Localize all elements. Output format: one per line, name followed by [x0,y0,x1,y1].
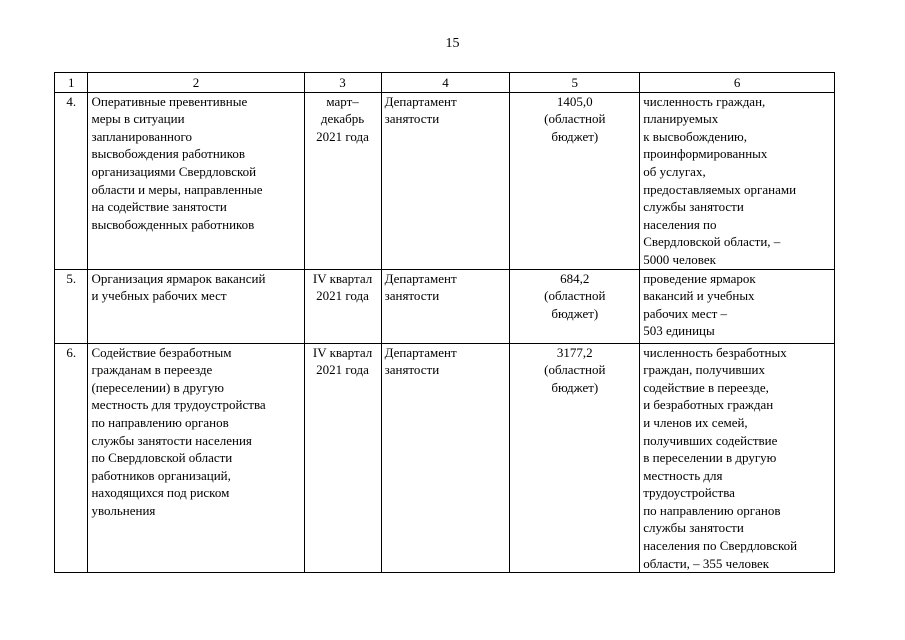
cell-line: организациями Свердловской [91,163,257,179]
row-number: 6. [55,343,88,573]
cell-line: к высвобождению, [643,128,748,144]
cell-line: области и меры, направленные [91,181,263,197]
cell-line: предоставляемых органами [643,181,797,197]
cell-line: Свердловской области, – [643,234,781,250]
column-header: 5 [510,73,640,93]
indicator-cell [640,269,835,343]
cell-line: меры в ситуации [91,111,185,127]
cell-line: граждан, получивших [643,362,766,378]
cell-line: декабрь [320,111,365,127]
cell-line: вакансий и учебных [643,288,755,304]
cell-line: получивших содействие [643,432,778,448]
column-header: 3 [304,73,381,93]
cell-line: об услугах, [643,163,706,179]
cell-line: содействие в переезде, [643,379,769,395]
executor-cell [381,343,510,573]
cell-line: находящихся под риском [91,485,230,501]
cell-line: 2021 года [316,362,369,378]
period-cell [304,92,381,269]
cell-line: области, – 355 человек [643,555,770,571]
cell-line: март– [326,93,359,109]
cell-line: Оперативные превентивные [91,93,248,109]
column-header: 4 [381,73,510,93]
indicator-cell [640,343,835,573]
cell-line: (областной [544,362,606,378]
table-row [55,343,835,573]
action-cell [88,343,304,573]
cell-line: высвобождения работников [91,146,246,162]
cell-line: по направлению органов [91,414,229,430]
cell-line: по Свердловской области [91,450,233,466]
page-number: 15 [445,36,460,51]
cell-line: бюджет) [551,128,599,144]
column-header: 6 [640,73,835,93]
column-header: 1 [55,73,88,93]
period-cell [304,269,381,343]
cell-line: 503 единицы [643,323,715,339]
cell-line: 2021 года [316,288,369,304]
funding-cell [510,92,640,269]
funding-cell [510,343,640,573]
header-row [55,73,835,93]
cell-line: Содействие безработным [91,344,232,360]
cell-line: проведение ярмарок [643,270,756,286]
cell-line: Департамент [384,344,457,360]
action-cell [88,269,304,343]
cell-line: IV квартал [312,270,373,286]
cell-line: работников организаций, [91,467,231,483]
cell-line: (областной [544,111,606,127]
cell-line: и безработных граждан [643,397,774,413]
cell-line: 1405,0 [556,93,593,109]
indicator-cell [640,92,835,269]
cell-line: местность для трудоустройства [91,397,266,413]
cell-line: 3177,2 [556,344,593,360]
cell-line: высвобожденных работников [91,216,255,232]
row-number: 5. [55,269,88,343]
cell-line: службы занятости населения [91,432,252,448]
table-row [55,269,835,343]
cell-line: численность граждан, [643,93,766,109]
funding-cell [510,269,640,343]
table-row [55,92,835,269]
cell-line: планируемых [643,111,719,127]
cell-line: 5000 человек [643,251,716,267]
cell-line: 2021 года [316,128,369,144]
cell-line: бюджет) [551,379,599,395]
cell-line: и учебных рабочих мест [91,288,227,304]
cell-line: Департамент [384,93,457,109]
cell-line: 684,2 [560,270,590,286]
cell-line: бюджет) [551,305,599,321]
cell-line: (областной [544,288,606,304]
cell-line: запланированного [91,128,192,144]
cell-line: рабочих мест – [643,305,728,321]
cell-line: и членов их семей, [643,414,748,430]
cell-line: увольнения [91,502,156,518]
cell-line: на содействие занятости [91,199,227,215]
cell-line: численность безработных [643,344,787,360]
cell-line: населения по [643,216,717,232]
measures-table [54,72,835,573]
cell-line: в переселении в другую [643,450,777,466]
cell-line: проинформированных [643,146,768,162]
cell-line: занятости [384,362,440,378]
cell-line: гражданам в переезде [91,362,213,378]
action-cell [88,92,304,269]
cell-line: Организация ярмарок вакансий [91,270,266,286]
cell-line: трудоустройства [643,485,735,501]
cell-line: занятости [384,288,440,304]
cell-line: службы занятости [643,520,744,536]
cell-line: местность для [643,467,723,483]
cell-line: службы занятости [643,199,744,215]
cell-line: IV квартал [312,344,373,360]
row-number: 4. [55,92,88,269]
cell-line: (переселении) в другую [91,379,224,395]
cell-line: Департамент [384,270,457,286]
executor-cell [381,92,510,269]
column-header: 2 [88,73,304,93]
cell-line: населения по Свердловской [643,538,798,554]
cell-line: занятости [384,111,440,127]
period-cell [304,343,381,573]
cell-line: по направлению органов [643,502,781,518]
executor-cell [381,269,510,343]
